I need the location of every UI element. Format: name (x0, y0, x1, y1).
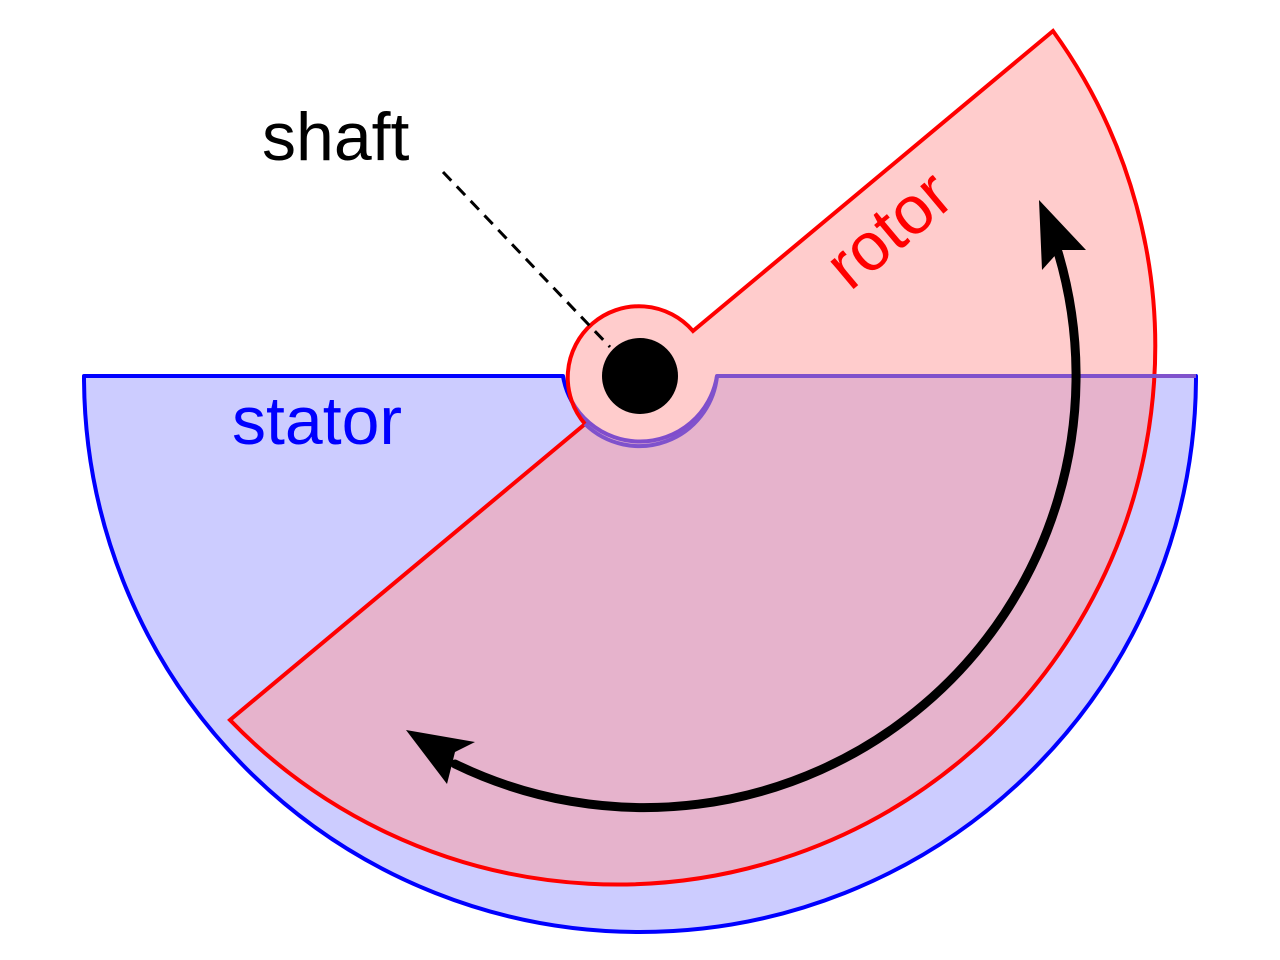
shaft-leader-line (443, 172, 610, 347)
shaft-circle (602, 338, 678, 414)
shaft-label: shaft (262, 99, 410, 175)
stator-label: stator (232, 383, 403, 459)
rotor-label: rotor (810, 155, 967, 304)
